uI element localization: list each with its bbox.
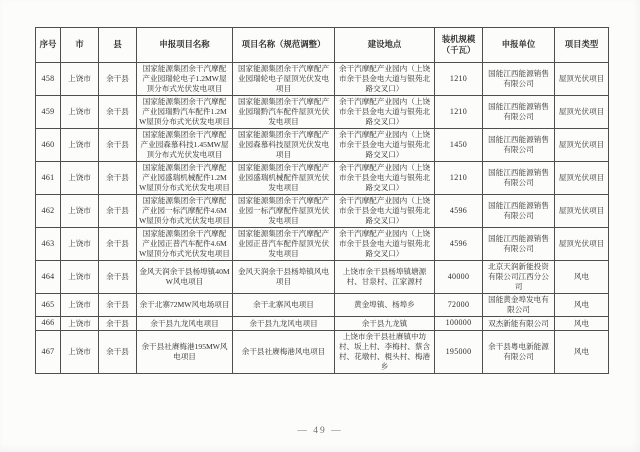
cell-construction-site: 上饶市余干县杨埠镇塘源村、甘泉村、江家源村 — [335, 261, 435, 294]
cell-declared-project-name: 国家能源集团余干汽摩配产业园一标汽摩配件4.6MW屋顶分布式光伏发电项目 — [137, 195, 233, 228]
projects-table — [35, 27, 609, 374]
cell-construction-site: 黄金埠镇、杨埠乡 — [335, 294, 435, 317]
cell-project-type: 屋顶光伏项目 — [555, 96, 609, 129]
table-row — [36, 330, 609, 373]
cell-adjusted-project-name: 金风天润余干县杨埠镇风电项目 — [233, 261, 335, 294]
cell-project-type: 屋顶光伏项目 — [555, 228, 609, 261]
cell-capacity-kw: 40000 — [435, 261, 483, 294]
cell-adjusted-project-name: 国家能源集团余干汽摩配产业园瑞黔汽车配件屋顶光伏发电项目 — [233, 96, 335, 129]
header-adjusted-project-name: 项目名称（规范调整） — [233, 28, 335, 63]
cell-applicant-unit: 双杰新能有限公司 — [483, 317, 555, 331]
header-applicant-unit: 申报单位 — [483, 28, 555, 63]
cell-capacity-kw: 72000 — [435, 294, 483, 317]
cell-seq: 466 — [36, 317, 61, 331]
cell-city: 上饶市 — [61, 228, 99, 261]
cell-city: 上饶市 — [61, 162, 99, 195]
header-construction-site: 建设地点 — [335, 28, 435, 63]
cell-seq: 458 — [36, 63, 61, 96]
page-number: — 49 — — [297, 426, 343, 436]
cell-seq: 462 — [36, 195, 61, 228]
cell-project-type: 风电 — [555, 330, 609, 373]
table-row — [36, 261, 609, 294]
cell-applicant-unit: 国能黄金埠发电有限公司 — [483, 294, 555, 317]
cell-county: 余干县 — [99, 162, 137, 195]
cell-seq: 461 — [36, 162, 61, 195]
cell-adjusted-project-name: 国家能源集团余干汽摩配产业园森慕科技屋顶光伏发电项目 — [233, 129, 335, 162]
cell-city: 上饶市 — [61, 330, 99, 373]
cell-adjusted-project-name: 余干县社赓梅港风电项目 — [233, 330, 335, 373]
cell-county: 余干县 — [99, 129, 137, 162]
cell-seq: 460 — [36, 129, 61, 162]
cell-county: 余干县 — [99, 195, 137, 228]
cell-project-type: 风电 — [555, 317, 609, 331]
cell-county: 余干县 — [99, 228, 137, 261]
cell-declared-project-name: 余干县社赓梅港195MW风电项目 — [137, 330, 233, 373]
cell-project-type: 屋顶光伏项目 — [555, 162, 609, 195]
header-project-type: 项目类型 — [555, 28, 609, 63]
cell-county: 余干县 — [99, 261, 137, 294]
table-row — [36, 228, 609, 261]
cell-county: 余干县 — [99, 63, 137, 96]
header-capacity-kw: 装机规模（千瓦） — [435, 28, 483, 63]
cell-seq: 464 — [36, 261, 61, 294]
cell-construction-site: 上饶市余干县社赓镇中坊村、坂上村、李梅村、蔡含村、花墩村、梘头村、梅港乡 — [335, 330, 435, 373]
header-seq: 序号 — [36, 28, 61, 63]
cell-seq: 465 — [36, 294, 61, 317]
cell-declared-project-name: 余干北寨72MW风电场项目 — [137, 294, 233, 317]
cell-construction-site: 余干汽摩配产业园内（上饶市余干县金电大道与银苑北路交叉口） — [335, 195, 435, 228]
cell-adjusted-project-name: 国家能源集团余干汽摩配产业园正普汽车配件屋顶光伏发电项目 — [233, 228, 335, 261]
header-city: 市 — [61, 28, 99, 63]
cell-city: 上饶市 — [61, 129, 99, 162]
cell-adjusted-project-name: 余干县九龙风电项目 — [233, 317, 335, 331]
cell-declared-project-name: 国家能源集团余干汽摩配产业园盛瑞机械配件1.2MW屋顶分布式光伏发电项目 — [137, 162, 233, 195]
table-row — [36, 96, 609, 129]
cell-city: 上饶市 — [61, 96, 99, 129]
cell-project-type: 风电 — [555, 294, 609, 317]
table-row — [36, 63, 609, 96]
header-declared-project-name: 申报项目名称 — [137, 28, 233, 63]
cell-county: 余干县 — [99, 294, 137, 317]
table-header-row — [36, 28, 609, 63]
header-county: 县 — [99, 28, 137, 63]
table-row — [36, 162, 609, 195]
cell-construction-site: 余干汽摩配产业园内（上饶市余干县金电大道与银苑北路交叉口） — [335, 129, 435, 162]
cell-city: 上饶市 — [61, 317, 99, 331]
cell-declared-project-name: 国家能源集团余干汽摩配产业园正普汽车配件4.6MW屋顶分布式光伏发电项目 — [137, 228, 233, 261]
table-row — [36, 294, 609, 317]
cell-adjusted-project-name: 余干北寨风电项目 — [233, 294, 335, 317]
cell-seq: 459 — [36, 96, 61, 129]
cell-declared-project-name: 金风天润余干县杨埠镇40MW风电项目 — [137, 261, 233, 294]
cell-applicant-unit: 国能江西能源销售有限公司 — [483, 162, 555, 195]
cell-adjusted-project-name: 国家能源集团余干汽摩配产业园一标汽摩配件屋顶光伏发电项目 — [233, 195, 335, 228]
cell-applicant-unit: 国能江西能源销售有限公司 — [483, 129, 555, 162]
cell-construction-site: 余干县九龙镇 — [335, 317, 435, 331]
cell-applicant-unit: 国能江西能源销售有限公司 — [483, 228, 555, 261]
cell-city: 上饶市 — [61, 294, 99, 317]
cell-capacity-kw: 1450 — [435, 129, 483, 162]
table-row — [36, 317, 609, 331]
cell-project-type: 屋顶光伏项目 — [555, 195, 609, 228]
cell-seq: 467 — [36, 330, 61, 373]
cell-construction-site: 余干汽摩配产业园内（上饶市余干县金电大道与银苑北路交叉口） — [335, 96, 435, 129]
cell-capacity-kw: 100000 — [435, 317, 483, 331]
cell-declared-project-name: 国家能源集团余干汽摩配产业园森慕科技1.45MW屋顶分布式光伏发电项目 — [137, 129, 233, 162]
cell-applicant-unit: 国能江西能源销售有限公司 — [483, 195, 555, 228]
cell-capacity-kw: 4596 — [435, 228, 483, 261]
cell-city: 上饶市 — [61, 195, 99, 228]
cell-city: 上饶市 — [61, 261, 99, 294]
cell-seq: 463 — [36, 228, 61, 261]
cell-capacity-kw: 4596 — [435, 195, 483, 228]
cell-applicant-unit: 国能江西能源销售有限公司 — [483, 96, 555, 129]
cell-city: 上饶市 — [61, 63, 99, 96]
cell-adjusted-project-name: 国家能源集团余干汽摩配产业园瑞轮电子屋顶光伏发电项目 — [233, 63, 335, 96]
table-row — [36, 129, 609, 162]
cell-construction-site: 余干汽摩配产业园内（上饶市余干县金电大道与银苑北路交叉口） — [335, 63, 435, 96]
cell-declared-project-name: 余干县九龙风电项目 — [137, 317, 233, 331]
cell-capacity-kw: 1210 — [435, 96, 483, 129]
cell-capacity-kw: 195000 — [435, 330, 483, 373]
cell-construction-site: 余干汽摩配产业园内（上饶市余干县金电大道与银苑北路交叉口） — [335, 162, 435, 195]
cell-applicant-unit: 国能江西能源销售有限公司 — [483, 63, 555, 96]
cell-adjusted-project-name: 国家能源集团余干汽摩配产业园盛瑞机械配件屋顶光伏发电项目 — [233, 162, 335, 195]
cell-applicant-unit: 北京天润新能投资有限公司江西分公司 — [483, 261, 555, 294]
cell-capacity-kw: 1210 — [435, 162, 483, 195]
cell-project-type: 风电 — [555, 261, 609, 294]
cell-applicant-unit: 余干县粤电新能源有限公司 — [483, 330, 555, 373]
cell-project-type: 屋顶光伏项目 — [555, 129, 609, 162]
cell-county: 余干县 — [99, 96, 137, 129]
cell-construction-site: 余干汽摩配产业园内（上饶市余干县金电大道与银苑北路交叉口） — [335, 228, 435, 261]
cell-capacity-kw: 1210 — [435, 63, 483, 96]
table-body — [36, 63, 609, 374]
table-row — [36, 195, 609, 228]
cell-county: 余干县 — [99, 330, 137, 373]
cell-county: 余干县 — [99, 317, 137, 331]
cell-declared-project-name: 国家能源集团余干汽摩配产业园瑞黔汽车配件1.2MW屋顶分布式光伏发电项目 — [137, 96, 233, 129]
cell-project-type: 屋顶光伏项目 — [555, 63, 609, 96]
cell-declared-project-name: 国家能源集团余干汽摩配产业园瑞轮电子1.2MW屋顶分布式光伏发电项目 — [137, 63, 233, 96]
